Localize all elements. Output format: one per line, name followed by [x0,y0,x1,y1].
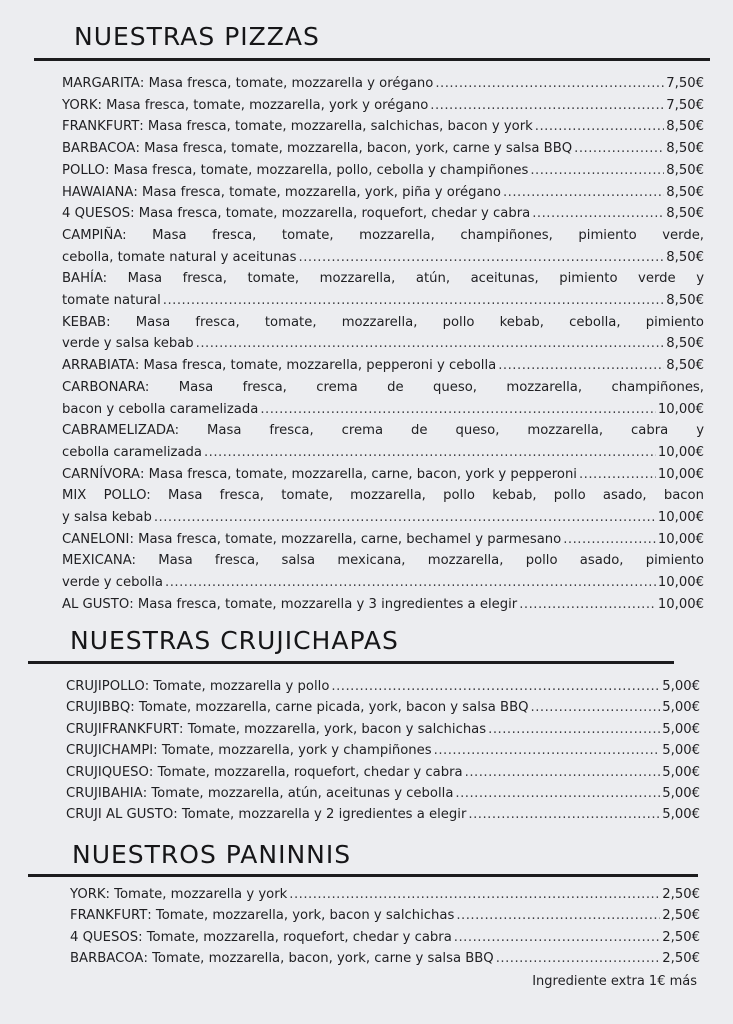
dot-leader [435,73,664,95]
menu-item [66,804,700,825]
menu-item-price: 10,00€ [657,531,704,547]
menu-item-description: Tomate, mozzarella y 2 igredientes a elegir [181,807,467,823]
menu-item-description: Tomate, mozzarella, york, bacon y salchichas [155,908,455,924]
dot-leader [563,529,656,551]
menu-item-line [62,594,704,616]
dot-leader [503,182,664,204]
menu-item-name: 4 QUESOS [62,206,131,222]
menu-item-description: Masa fresca, tomate, mozzarella, roquefort, chedar y cabra [138,206,531,222]
menu-item-name: CABRAMELIZADA [62,423,175,439]
dot-leader [574,138,664,160]
pizzas-list [62,73,704,616]
dot-leader [532,203,664,225]
menu-item-name: CRUJICHAMPI [66,743,154,759]
menu-item-description: Masa fresca, tomate, mozzarella, pepperoni y cebolla [143,358,497,374]
menu-item [62,312,704,355]
menu-item-price: 5,00€ [662,679,700,694]
menu-item-price: 5,00€ [662,807,700,823]
menu-item-price: 8,50€ [666,336,704,352]
menu-item-price: 2,50€ [662,929,700,945]
dot-leader [496,948,661,969]
menu-item-name: MARGARITA [62,76,140,91]
menu-item-description: Masa fresca, tomate, mozzarella, pollo, cebolla y champiñones [113,162,529,178]
menu-item-price: 10,00€ [657,510,704,526]
menu-item-description: Tomate, mozzarella, york y champiñones [161,743,432,759]
paninnis-title: NUESTROS PANINNIS [72,840,352,869]
dot-leader [434,740,661,761]
menu-item-line [66,804,700,825]
dot-leader [468,804,660,825]
menu-item-description: Masa fresca, tomate, mozzarella, carne, bacon, york y pepperoni [148,466,577,482]
menu-item-colon: : [179,721,188,737]
menu-item-description: Masa fresca, tomate, mozzarella, carne, bechamel y parmesano [138,531,562,547]
menu-item-line2 [62,247,704,269]
menu-item-description: Masa fresca, tomate, mozzarella, champiñones, pimiento verde, [152,227,704,243]
dot-leader [299,247,665,269]
menu-item [62,355,704,377]
dot-leader [455,783,660,804]
extra-ingredient-note: Ingrediente extra 1€ más [532,974,697,989]
menu-item-description: Masa fresca, tomate, mozzarella y orégano [148,76,434,91]
menu-item-description-cont: cebolla caramelizada [62,444,202,460]
menu-item-name: CANELONI [62,531,130,547]
menu-item-line2 [62,333,704,355]
menu-item-description-cont: tomate natural [62,293,161,309]
menu-item-line [62,116,704,138]
dot-leader [165,572,656,594]
menu-item [62,464,704,486]
menu-item-colon: : [138,929,147,945]
menu-item-description: Masa fresca, tomate, mozzarella, bacon, york, carne y salsa BBQ [144,141,573,157]
menu-item-price: 2,50€ [662,908,700,924]
pizzas-title: NUESTRAS PIZZAS [74,22,320,51]
menu-item-line [62,73,704,95]
dot-leader [204,442,656,464]
dot-leader [519,594,656,616]
menu-item-name: HAWAIANA [62,184,134,200]
menu-item [62,116,704,138]
dot-leader [260,399,656,421]
menu-item-line2 [62,442,704,464]
menu-item-name: YORK [70,887,106,902]
menu-item-description: Masa fresca, crema de queso, mozzarella, cabra y [207,423,704,439]
menu-item-line [62,182,704,204]
menu-item-name: FRANKFURT [70,908,148,924]
menu-item [62,485,704,528]
menu-item-colon: : [153,743,162,759]
menu-item-name: BARBACOA [62,141,136,157]
crujichapas-rule [28,661,674,664]
menu-item [62,550,704,593]
menu-item-price: 8,50€ [666,206,704,222]
menu-item-name: CARBONARA [62,379,145,395]
menu-item-name: CRUJIPOLLO [66,679,145,694]
menu-item-price: 5,00€ [662,743,700,759]
menu-item [62,182,704,204]
menu-item-line [62,355,704,377]
menu-item-price: 10,00€ [657,596,704,612]
dot-leader [535,116,664,138]
menu-item-price: 2,50€ [662,951,700,967]
menu-item-line [66,762,700,783]
menu-item-description: Masa fresca, crema de queso, mozzarella, champiñones, [178,379,704,395]
menu-item-line [62,160,704,182]
menu-item-colon: : [106,314,136,330]
dot-leader [289,884,660,905]
menu-item-price: 8,50€ [666,119,704,135]
menu-item-line [62,138,704,160]
menu-item-line2 [62,290,704,312]
dot-leader [154,507,656,529]
dot-leader [530,160,664,182]
menu-item-name: 4 QUESOS [70,929,139,945]
menu-item-name: CRUJIBBQ [66,700,131,716]
menu-item-colon: : [134,358,144,374]
menu-item-price: 7,50€ [666,76,704,91]
menu-item [62,420,704,463]
menu-item-colon: : [133,184,142,200]
menu-item-colon: : [97,97,107,113]
menu-item [62,73,704,95]
menu-item-price: 10,00€ [657,575,704,591]
menu-item-colon: : [130,206,139,222]
menu-item [66,783,700,804]
menu-item [62,225,704,268]
menu-item-line1 [62,377,704,399]
menu-item-price: 8,50€ [666,293,704,309]
menu-item-colon: : [139,119,148,135]
dot-leader [163,290,664,312]
menu-item-name: CRUJIFRANKFURT [66,721,180,737]
menu-item-description: Tomate, mozzarella, carne picada, york, bacon y salsa BBQ [138,700,529,716]
dot-leader [498,355,664,377]
menu-item-name: ARRABIATA [62,358,135,374]
menu-item [66,740,700,761]
menu-item [66,676,700,697]
menu-item-price: 5,00€ [662,764,700,780]
menu-item-price: 8,50€ [666,141,704,157]
dot-leader [331,676,660,697]
menu-item-name: BARBACOA [70,951,144,967]
menu-item [70,884,700,905]
paninnis-rule [28,874,698,877]
menu-item [62,377,704,420]
menu-item-price: 8,50€ [666,184,704,200]
menu-item-colon: : [122,227,153,243]
menu-item-line [70,927,700,948]
menu-item-price: 7,50€ [666,97,704,113]
menu-item-line2 [62,507,704,529]
menu-item-description: Tomate, mozzarella y pollo [153,679,330,694]
menu-item-description: Masa fresca, tomate, mozzarella y 3 ingredientes a elegir [137,596,518,612]
menu-item-price: 10,00€ [657,401,704,417]
menu-item-line2 [62,399,704,421]
menu-item-name: MEXICANA [62,553,132,569]
menu-item-description: Masa fresca, tomate, mozzarella, pollo kebab, pollo asado, bacon [168,488,704,504]
menu-item-colon: : [102,271,128,287]
menu-item-colon: : [130,700,139,716]
menu-item-colon: : [144,679,154,694]
menu-item-description: Tomate, mozzarella, bacon, york, carne y salsa BBQ [152,951,494,967]
menu-item-name: YORK [62,97,98,113]
menu-item-line2 [62,572,704,594]
menu-item-name: CRUJIBAHIA [66,786,143,802]
menu-item-description-cont: cebolla, tomate natural y aceitunas [62,249,297,265]
menu-item [70,905,700,926]
menu-item-line1 [62,550,704,572]
menu-item-line1 [62,225,704,247]
dot-leader [579,464,656,486]
menu-item-colon: : [131,553,159,569]
menu-item-price: 5,00€ [662,721,700,737]
menu-item-line1 [62,420,704,442]
menu-item-description-cont: verde y cebolla [62,575,163,591]
menu-item-colon: : [148,764,158,780]
menu-item-description: Masa fresca, salsa mexicana, mozzarella, pollo asado, pimiento [158,553,704,569]
menu-item [66,697,700,718]
menu-item-line [62,529,704,551]
dot-leader [196,333,665,355]
menu-item-name: KEBAB [62,314,107,330]
menu-item [70,948,700,969]
menu-item-colon: : [129,531,139,547]
menu-item-colon: : [139,76,149,91]
menu-item-line1 [62,268,704,290]
menu-item-line [62,464,704,486]
menu-item-line1 [62,485,704,507]
menu-item-line [62,203,704,225]
menu-item-name: MIX POLLO [62,488,147,504]
menu-item-colon: : [173,807,182,823]
menu-item-price: 10,00€ [657,466,704,482]
dot-leader [531,697,661,718]
menu-item-description: Masa fresca, tomate, mozzarella, pollo kebab, cebolla, pimiento [135,314,705,330]
pizzas-rule [34,58,710,61]
menu-item-name: CRUJIQUESO [66,764,149,780]
menu-item-colon: : [144,379,179,395]
menu-item [62,268,704,311]
menu-item [62,203,704,225]
crujichapas-list [66,676,700,826]
menu-item-description: Tomate, mozzarella, roquefort, chedar y cabra [146,929,452,945]
dot-leader [456,905,660,926]
menu-item-name: CRUJI AL GUSTO [66,807,174,823]
dot-leader [430,95,664,117]
menu-item-colon: : [139,466,149,482]
menu-item-colon: : [105,887,115,902]
menu-item-description: Tomate, mozzarella, atún, aceitunas y cebolla [151,786,454,802]
menu-item-description: Masa fresca, tomate, mozzarella, atún, aceitunas, pimiento verde y [127,271,705,287]
menu-item-name: CARNÍVORA [62,466,140,482]
menu-item-line [70,948,700,969]
menu-item-line1 [62,312,704,334]
menu-item-line [66,783,700,804]
menu-item-description: Masa fresca, tomate, mozzarella, salchichas, bacon y york [147,119,533,135]
menu-item [66,762,700,783]
menu-item-name: BAHÍA [62,271,103,287]
menu-item-price: 8,50€ [666,162,704,178]
menu-item [62,95,704,117]
menu-item-colon: : [135,141,145,157]
menu-item-price: 8,50€ [666,249,704,265]
menu-item-description-cont: y salsa kebab [62,510,152,526]
menu-item-colon: : [104,162,114,178]
menu-item [62,594,704,616]
dot-leader [488,719,660,740]
menu-item-name: POLLO [62,162,105,178]
menu-item-description: Masa fresca, tomate, mozzarella, york, piña y orégano [142,184,501,200]
menu-item-line [66,697,700,718]
menu-item-name: FRANKFURT [62,119,140,135]
crujichapas-title: NUESTRAS CRUJICHAPAS [70,626,399,655]
menu-item-line [62,95,704,117]
menu-item-price: 8,50€ [666,358,704,374]
menu-item-description: Tomate, mozzarella y york [114,887,288,902]
menu-item-line [66,740,700,761]
menu-item-colon: : [146,488,168,504]
menu-item-line [70,905,700,926]
menu-item-colon: : [129,596,138,612]
menu-item-description-cont: bacon y cebolla caramelizada [62,401,259,417]
menu-item-line [66,719,700,740]
menu-item-line [70,884,700,905]
menu-item [62,529,704,551]
menu-item-price: 10,00€ [657,444,704,460]
menu-item-colon: : [142,786,152,802]
menu-item-description: Masa fresca, tomate, mozzarella, york y orégano [106,97,429,113]
menu-item [66,719,700,740]
menu-item-description: Tomate, mozzarella, york, bacon y salchichas [187,721,487,737]
menu-item-colon: : [147,908,156,924]
menu-item-colon: : [174,423,208,439]
menu-item-line [66,676,700,697]
menu-item-name: AL GUSTO [62,596,130,612]
paninnis-list [70,884,700,970]
menu-item-colon: : [143,951,153,967]
menu-item-description-cont: verde y salsa kebab [62,336,194,352]
menu-item-name: CAMPIÑA [62,227,123,243]
menu-item [62,160,704,182]
menu-item [70,927,700,948]
dot-leader [465,762,661,783]
dot-leader [454,927,660,948]
menu-item-price: 2,50€ [662,887,700,902]
menu-item [62,138,704,160]
menu-item-description: Tomate, mozzarella, roquefort, chedar y cabra [157,764,463,780]
menu-item-price: 5,00€ [662,700,700,716]
menu-item-price: 5,00€ [662,786,700,802]
